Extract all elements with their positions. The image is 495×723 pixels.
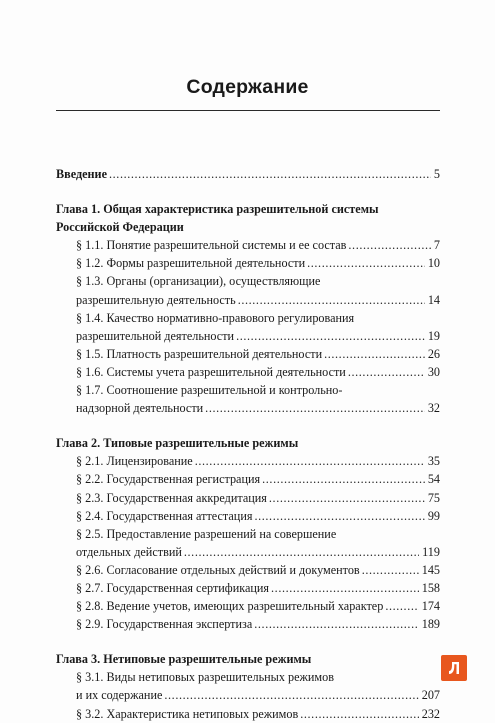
toc-entry-label: § 1.5. Платность разрешительной деятельности [76, 346, 323, 361]
toc-entry-label-cont: и их содержание [76, 688, 163, 703]
toc-entry-label: § 2.1. Лицензирование [76, 454, 193, 469]
chapter-1-title[interactable]: Глава 1. Общая характеристика разрешительной системы Российской Федерации [56, 202, 379, 235]
toc-entry-1-7[interactable] [56, 381, 440, 417]
toc-entry-label-cont: разрешительную деятельность [76, 292, 236, 307]
page-number: 30 [427, 364, 440, 379]
toc-entry-1-4[interactable] [56, 309, 440, 345]
toc-entry-1-2[interactable] [56, 254, 440, 272]
dot-leader [236, 327, 425, 345]
dot-leader [385, 597, 418, 615]
dot-leader [262, 470, 425, 488]
toc-entry-label: § 1.3. Органы (организации), осуществляющие [76, 274, 321, 289]
page-number: 174 [421, 599, 440, 614]
toc-entry-label-cont: надзорной деятельности [76, 401, 204, 416]
toc-entry-1-1[interactable] [56, 236, 440, 254]
toc-entry-1-5[interactable] [56, 345, 440, 363]
toc-entry-label: § 2.5. Предоставление разрешений на совершение [76, 526, 337, 541]
toc-entry-3-2[interactable] [56, 705, 440, 723]
dot-leader [348, 236, 431, 254]
dot-leader [238, 291, 425, 309]
toc-entry-2-9[interactable] [56, 615, 440, 633]
toc-entry-3-1[interactable] [56, 668, 440, 704]
page-number: 32 [427, 401, 440, 416]
toc-entry-label: § 3.1. Виды нетиповых разрешительных режимов [76, 670, 334, 685]
toc-entry-label: § 2.8. Ведение учетов, имеющих разрешительный характер [76, 599, 384, 614]
toc-entry-2-7[interactable] [56, 579, 440, 597]
toc-entry-2-2[interactable] [56, 470, 440, 488]
dot-leader [254, 507, 424, 525]
page-number: 26 [427, 346, 440, 361]
chapter-2-title[interactable]: Глава 2. Типовые разрешительные режимы [56, 436, 299, 451]
toc-entry-label: § 2.6. Согласование отдельных действий и документов [76, 562, 360, 577]
toc-entry-2-8[interactable] [56, 597, 440, 615]
dot-leader [205, 399, 425, 417]
dot-leader [109, 165, 431, 183]
toc-entry-2-1[interactable] [56, 452, 440, 470]
page-number: 158 [421, 580, 440, 595]
chapter-3-title[interactable]: Глава 3. Нетиповые разрешительные режимы [56, 652, 312, 667]
toc-entry-label: § 1.1. Понятие разрешительной системы и ее состав [76, 238, 347, 253]
page-title: Содержание [186, 76, 309, 98]
page-number: 54 [427, 472, 440, 487]
page-number: 75 [427, 490, 440, 505]
toc-entry-label: § 2.3. Государственная аккредитация [76, 490, 267, 505]
page-number: 207 [421, 688, 440, 703]
toc-entry-2-4[interactable] [56, 507, 440, 525]
toc-entry-label: § 1.6. Системы учета разрешительной деятельности [76, 364, 346, 379]
dot-leader [269, 489, 425, 507]
toc-entry-label: § 3.2. Характеристика нетиповых режимов [76, 706, 299, 721]
toc-entry-2-5[interactable] [56, 525, 440, 561]
page-number: 35 [427, 454, 440, 469]
toc-entry-intro[interactable] [56, 165, 440, 183]
page-number: 145 [421, 562, 440, 577]
dot-leader [164, 686, 418, 704]
dot-leader [307, 254, 425, 272]
toc-entry-label: § 2.2. Государственная регистрация [76, 472, 261, 487]
dot-leader [348, 363, 425, 381]
toc-entry-1-3[interactable] [56, 272, 440, 308]
dot-leader [362, 561, 419, 579]
page-number: 119 [422, 544, 440, 559]
publisher-logo [441, 655, 467, 681]
litres-l-icon [444, 658, 464, 678]
page-number: 99 [427, 508, 440, 523]
toc-entry-label-cont: разрешительной деятельности [76, 328, 235, 343]
page-number: 189 [421, 617, 440, 632]
page-number: 5 [433, 167, 440, 181]
dot-leader [271, 579, 419, 597]
toc-entry-1-6[interactable] [56, 363, 440, 381]
toc-entry-label-cont: отдельных действий [76, 544, 182, 559]
toc-entry-2-6[interactable] [56, 561, 440, 579]
dot-leader [184, 543, 419, 561]
page-number: 232 [421, 706, 440, 721]
title-rule [56, 110, 440, 111]
page-number: 7 [433, 238, 440, 253]
dot-leader [324, 345, 425, 363]
toc-entry-label: § 2.9. Государственная экспертиза [76, 617, 253, 632]
dot-leader [195, 452, 425, 470]
toc-entry-2-3[interactable] [56, 489, 440, 507]
table-of-contents [56, 165, 440, 723]
dot-leader [300, 705, 418, 723]
page-number: 14 [427, 292, 440, 307]
toc-entry-label: § 1.7. Соотношение разрешительной и контрольно- [76, 383, 343, 398]
toc-entry-label: § 2.7. Государственная сертификация [76, 580, 270, 595]
toc-entry-label: Введение [56, 167, 107, 181]
toc-entry-label: § 2.4. Государственная аттестация [76, 508, 253, 523]
dot-leader [254, 615, 418, 633]
page-number: 19 [427, 328, 440, 343]
toc-entry-label: § 1.2. Формы разрешительной деятельности [76, 256, 306, 271]
toc-entry-label: § 1.4. Качество нормативно-правового регулирования [76, 310, 355, 325]
page-number: 10 [427, 256, 440, 271]
